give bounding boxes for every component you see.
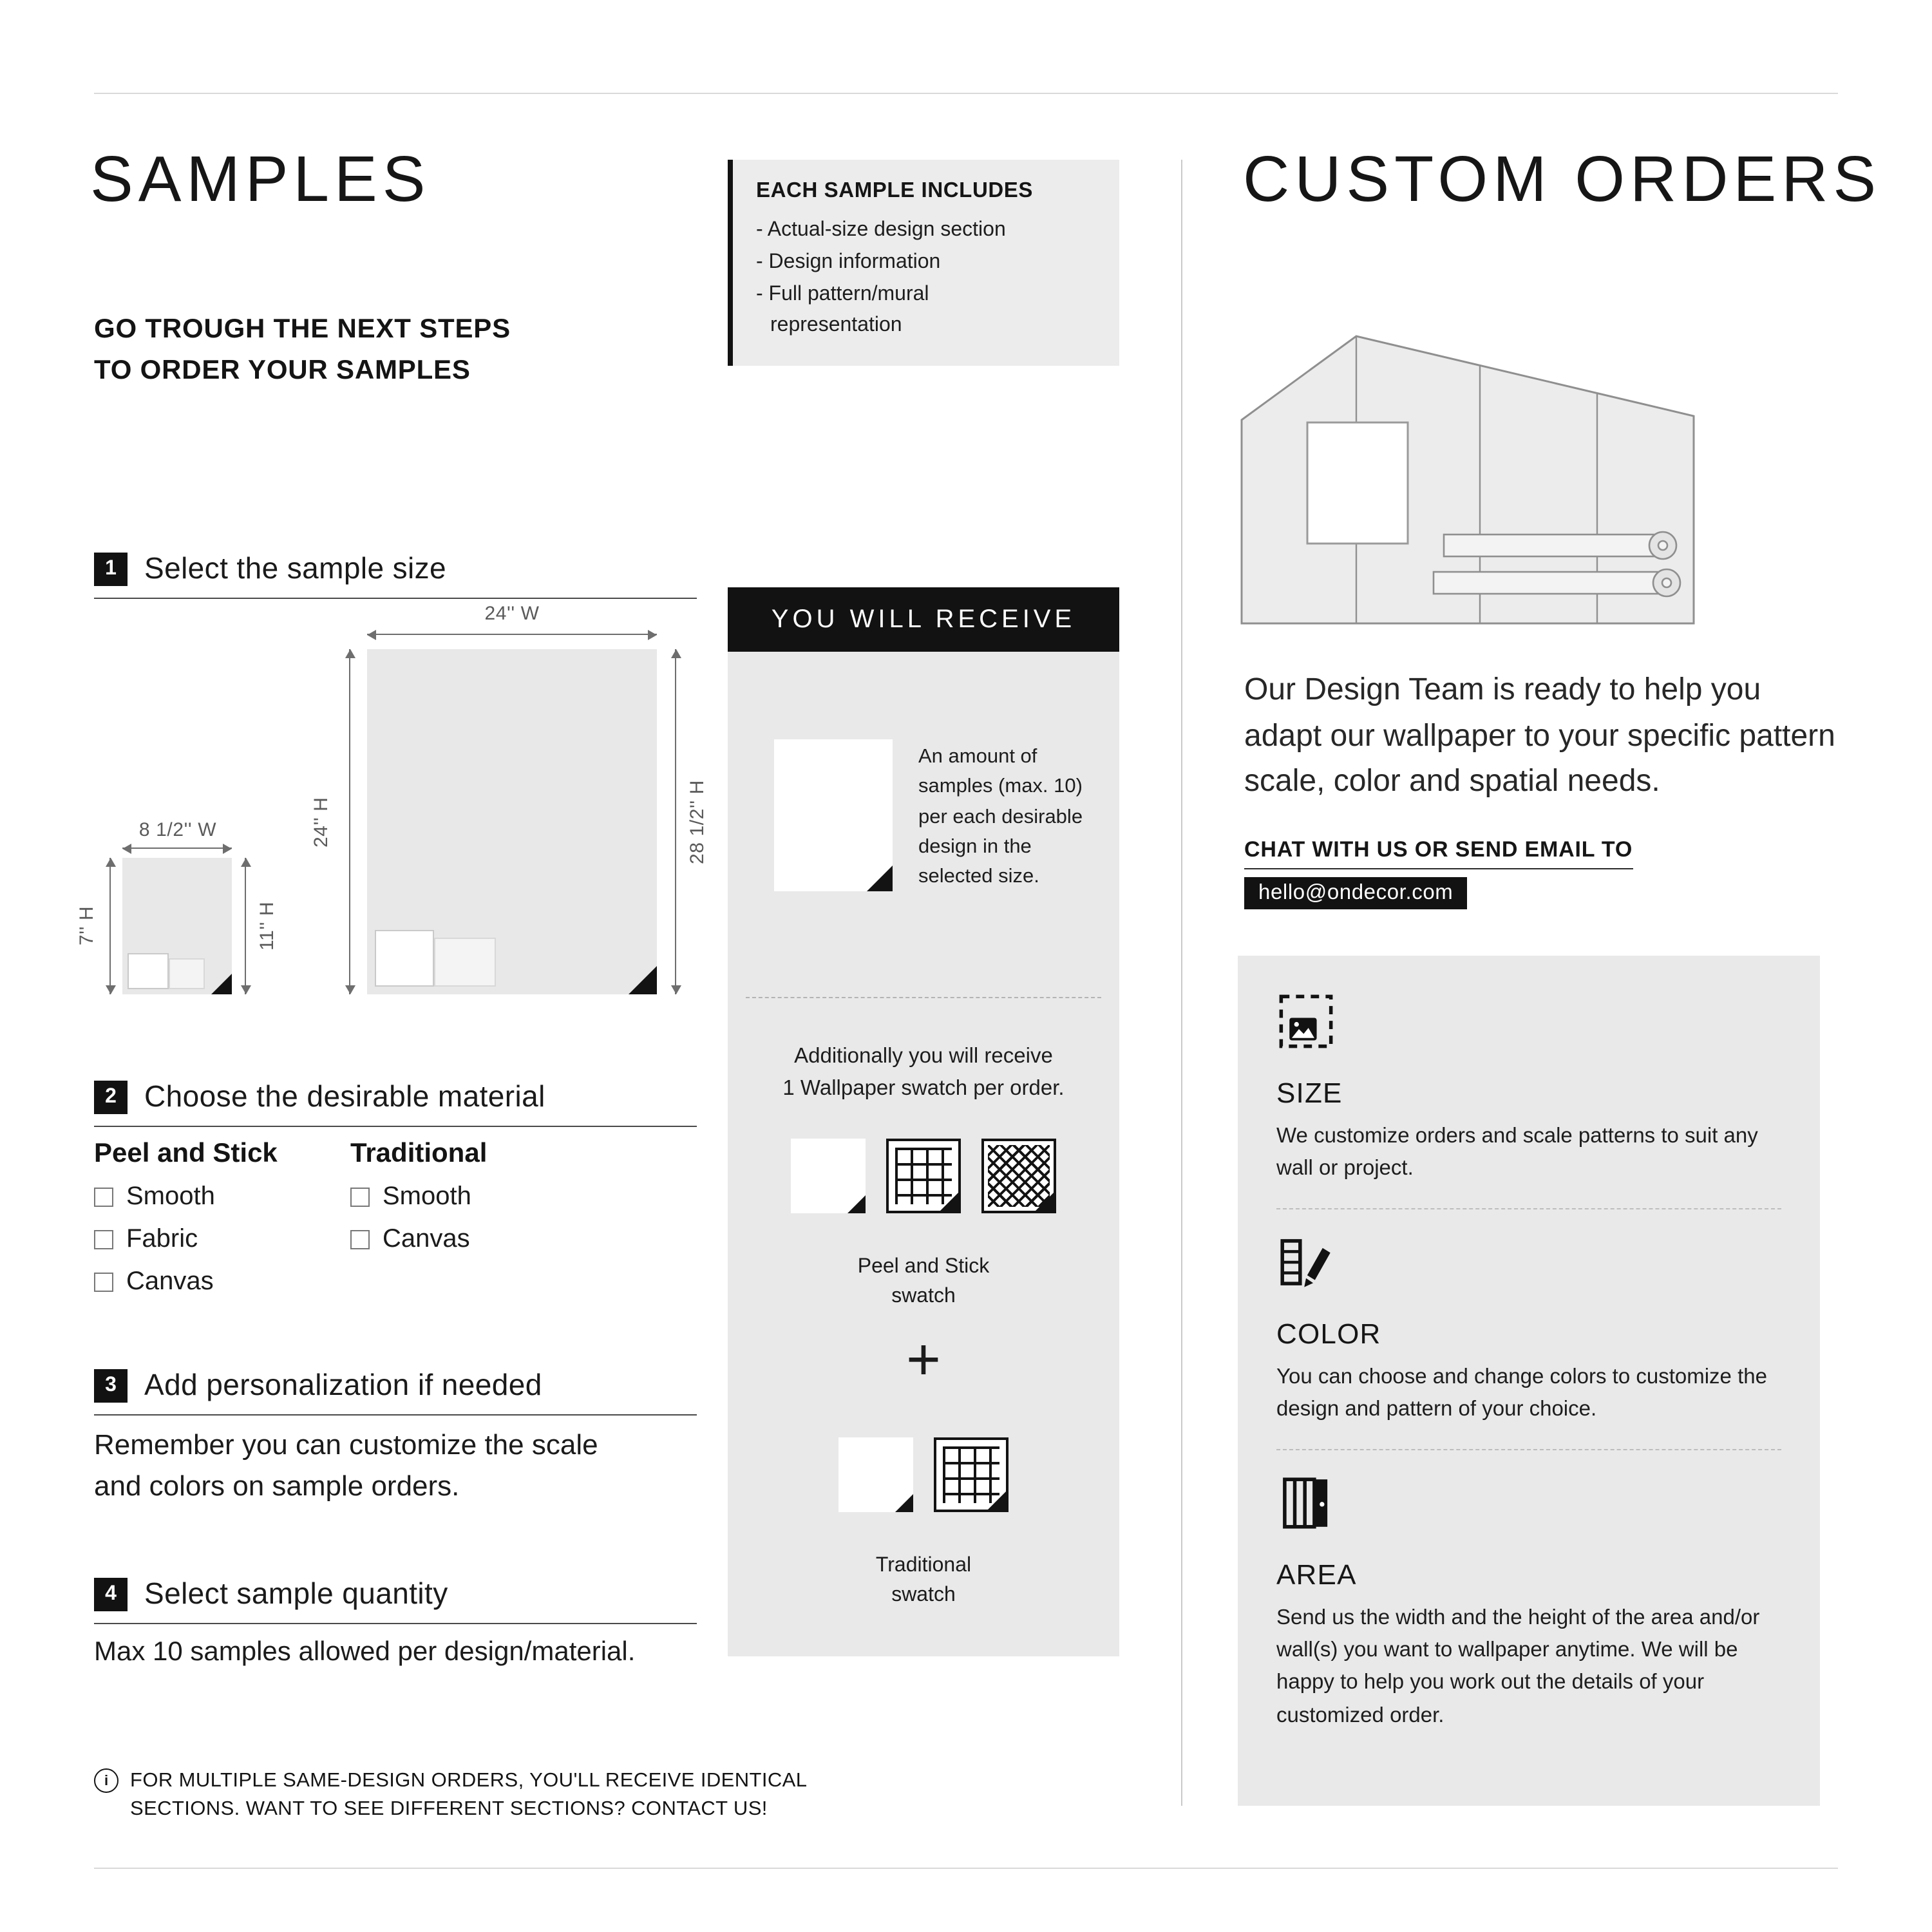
blank-swatch-icon: [838, 1437, 913, 1512]
small-width-label: 8 1/2'' W: [138, 819, 217, 841]
small-height-right-label: 11'' H: [256, 901, 278, 951]
peel-swatch-row: [728, 1139, 1119, 1213]
footnote-line1: FOR MULTIPLE SAME-DESIGN ORDERS, YOU'LL RECEIVE IDENTICAL: [130, 1770, 808, 1792]
checkbox-icon[interactable]: [350, 1230, 370, 1249]
blank-swatch-icon: [791, 1139, 866, 1213]
color-icon: [1276, 1233, 1336, 1292]
additional-swatch-text: [728, 1041, 1119, 1104]
small-sheet-inset-paper: [128, 953, 169, 989]
includes-item-wrap: representation: [770, 314, 902, 337]
step-3-description: [94, 1425, 712, 1507]
grid-swatch-icon: [934, 1437, 1009, 1512]
feature-area-text: Send us the width and the height of the area and/or wall(s) you want to wallpaper anytime. We will be happy to help you work out the details of your customized order.: [1276, 1606, 1760, 1727]
feature-divider: [1276, 1450, 1781, 1451]
crosshatch-swatch-icon: [981, 1139, 1056, 1213]
includes-item: - Full pattern/mural: [756, 283, 929, 305]
large-sheet-inset-paper-2: [434, 938, 496, 987]
large-width-dimension-line: [367, 634, 657, 635]
samples-title: SAMPLES: [90, 143, 431, 215]
receive-panel-header: YOU WILL RECEIVE: [728, 587, 1119, 652]
traditional-swatch-label: [728, 1551, 1119, 1611]
small-right-dimension-line: [245, 858, 246, 994]
top-rule: [94, 93, 1838, 94]
sample-size-diagram: [76, 603, 712, 1034]
small-left-dimension-line: [109, 858, 111, 994]
footnote-text: [130, 1767, 807, 1825]
wall-illustration-svg: [1240, 325, 1696, 626]
step-3-description-line2: and colors on sample orders.: [94, 1469, 460, 1502]
fold-corner-icon: [629, 966, 657, 994]
additional-line1: Additionally you will receive: [794, 1045, 1053, 1068]
traditional-title: Traditional: [350, 1139, 488, 1168]
fold-corner-icon: [848, 1195, 866, 1213]
option-label: Fabric: [126, 1225, 198, 1253]
samples-intro-line2: TO ORDER YOUR SAMPLES: [94, 355, 471, 384]
step-3-number: 3: [94, 1368, 128, 1402]
feature-area-heading: AREA: [1276, 1558, 1357, 1591]
custom-orders-intro: Our Design Team is ready to help you adapt our wallpaper to your specific pattern scale, color and spatial needs.: [1244, 672, 1835, 799]
sample-includes-box: [728, 160, 1119, 366]
step-2-number: 2: [94, 1080, 128, 1113]
large-sample-sheet: [367, 649, 657, 994]
feature-color: [1276, 1233, 1781, 1426]
area-icon: [1276, 1474, 1336, 1533]
contact-label: CHAT WITH US OR SEND EMAIL TO: [1244, 837, 1633, 869]
fold-corner-icon: [940, 1193, 958, 1211]
option-peel-fabric[interactable]: [94, 1225, 350, 1255]
option-peel-canvas[interactable]: [94, 1267, 350, 1297]
step-1-label: Select the sample size: [144, 551, 447, 585]
large-height-left-label: 24'' H: [310, 796, 332, 848]
column-divider: [1181, 160, 1182, 1806]
option-label: Canvas: [126, 1267, 214, 1296]
feature-color-text: You can choose and change colors to customize the design and pattern of your choice.: [1276, 1365, 1767, 1421]
grid-swatch-icon: [886, 1139, 961, 1213]
step-1-number: 1: [94, 552, 128, 585]
samples-intro: [94, 309, 511, 390]
large-height-right-label: 28 1/2'' H: [687, 779, 708, 864]
feature-size-text: We customize orders and scale patterns to suit any wall or project.: [1276, 1124, 1758, 1180]
fold-corner-icon: [895, 1494, 913, 1512]
peel-swatch-label: [728, 1252, 1119, 1312]
includes-title: EACH SAMPLE INCLUDES: [756, 179, 1034, 202]
large-width-label: 24'' W: [484, 603, 540, 625]
footnote: [94, 1767, 893, 1825]
peel-swatch-label-line1: Peel and Stick: [857, 1256, 990, 1278]
step-3-label: Add personalization if needed: [144, 1368, 542, 1401]
small-sheet-inset-paper-2: [169, 958, 205, 989]
panel-dashed-divider: [746, 997, 1101, 998]
fold-corner-icon: [867, 866, 893, 891]
large-sheet-inset-paper: [375, 930, 434, 987]
option-trad-canvas[interactable]: [350, 1225, 595, 1255]
checkbox-icon[interactable]: [94, 1230, 113, 1249]
custom-orders-title: CUSTOM ORDERS: [1243, 143, 1882, 215]
bottom-rule: [94, 1868, 1838, 1869]
includes-item: - Actual-size design section: [756, 219, 1006, 241]
checkbox-icon[interactable]: [350, 1188, 370, 1207]
large-left-dimension-line: [349, 649, 350, 994]
step-2-label: Choose the desirable material: [144, 1079, 545, 1113]
checkbox-icon[interactable]: [94, 1188, 113, 1207]
small-sample-sheet: [122, 858, 232, 994]
contact-block: [1244, 837, 1633, 909]
step-3-description-line1: Remember you can customize the scale: [94, 1428, 598, 1461]
plus-separator: +: [906, 1325, 941, 1392]
material-column-traditional: [350, 1139, 595, 1255]
wall-illustration: [1240, 325, 1696, 626]
checkbox-icon[interactable]: [94, 1273, 113, 1292]
option-trad-smooth[interactable]: [350, 1182, 595, 1212]
material-column-peel-and-stick: [94, 1139, 350, 1297]
step-4-description: Max 10 samples allowed per design/material.: [94, 1637, 636, 1667]
feature-size: [1276, 992, 1781, 1185]
traditional-swatch-row: [728, 1437, 1119, 1512]
traditional-swatch-label-line2: swatch: [891, 1584, 956, 1607]
email-badge[interactable]: hello@ondecor.com: [1244, 877, 1467, 909]
step-4-header: [94, 1577, 697, 1624]
fold-corner-icon: [988, 1492, 1006, 1510]
step-4-number: 4: [94, 1577, 128, 1611]
custom-features-panel: [1238, 956, 1820, 1806]
large-right-dimension-line: [675, 649, 676, 994]
traditional-swatch-label-line1: Traditional: [875, 1555, 972, 1577]
step-2-header: [94, 1079, 697, 1127]
step-3-header: [94, 1368, 697, 1416]
small-height-left-label: 7'' H: [76, 906, 98, 946]
step-1-header: [94, 551, 697, 599]
peel-swatch-label-line2: swatch: [891, 1285, 956, 1308]
option-label: Smooth: [383, 1182, 471, 1211]
footnote-line2: SECTIONS. WANT TO SEE DIFFERENT SECTIONS? CONTACT US!: [130, 1798, 768, 1821]
info-icon: i: [94, 1768, 118, 1793]
samples-amount-text: An amount of samples (max. 10) per each desirable design in the selected size.: [918, 746, 1083, 887]
feature-divider: [1276, 1208, 1781, 1209]
you-will-receive-panel: [728, 587, 1119, 1656]
option-label: Canvas: [383, 1225, 470, 1253]
fold-corner-icon: [211, 974, 232, 994]
fold-corner-icon: [1036, 1193, 1054, 1211]
feature-size-heading: SIZE: [1276, 1077, 1343, 1109]
feature-color-heading: COLOR: [1276, 1318, 1381, 1350]
step-4-label: Select sample quantity: [144, 1577, 448, 1610]
additional-line2: 1 Wallpaper swatch per order.: [782, 1076, 1065, 1100]
option-peel-smooth[interactable]: [94, 1182, 350, 1212]
includes-item: - Design information: [756, 251, 941, 273]
samples-intro-line1: GO TROUGH THE NEXT STEPS: [94, 314, 511, 344]
size-icon: [1276, 992, 1336, 1051]
small-width-dimension-line: [122, 848, 232, 849]
option-label: Smooth: [126, 1182, 215, 1211]
sample-page-icon: [774, 739, 893, 891]
peel-and-stick-title: Peel and Stick: [94, 1139, 278, 1168]
feature-area: [1276, 1474, 1781, 1732]
